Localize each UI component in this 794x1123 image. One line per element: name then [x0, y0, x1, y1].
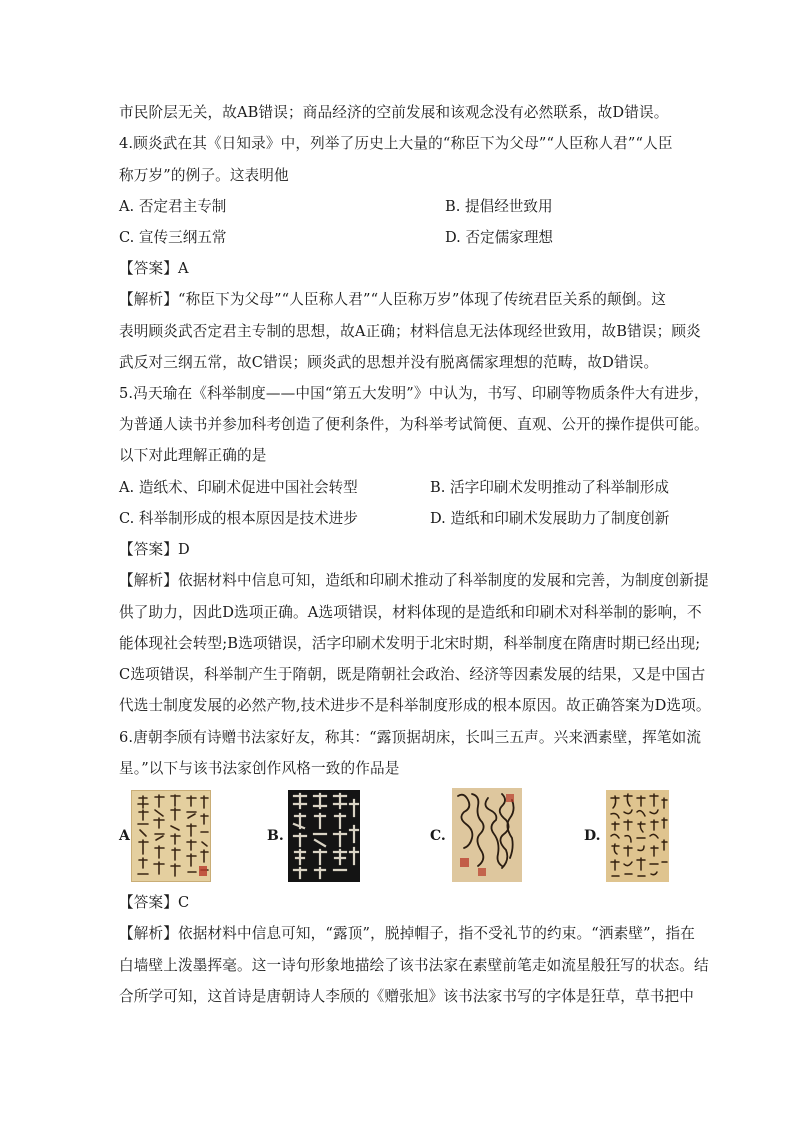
q5-option-d[interactable]: D. 造纸和印刷术发展助力了制度创新: [430, 510, 670, 527]
q6-image-label-b[interactable]: B.: [267, 828, 284, 844]
q4-option-a[interactable]: A. 否定君主专制: [119, 198, 227, 215]
q5-stem-line-3: 以下对此理解正确的是: [119, 447, 267, 464]
q6-analysis-line-3: 合所学可知，这首诗是唐朝诗人李颀的《赠张旭》该书法家书写的字体是狂草，草书把中: [119, 988, 695, 1005]
q5-option-b[interactable]: B. 活字印刷术发明推动了科举制形成: [430, 479, 669, 496]
q5-option-a[interactable]: A. 造纸术、印刷术促进中国社会转型: [119, 479, 358, 496]
q4-analysis-line-1: 【解析】“称臣下为父母”“人臣称人君”“人臣称万岁”体现了传统君臣关系的颠倒。这: [119, 291, 666, 308]
q5-answer: 【答案】D: [119, 541, 190, 558]
q4-option-b[interactable]: B. 提倡经世致用: [445, 198, 553, 215]
q4-stem-line-1: 4.顾炎武在其《日知录》中，列举了历史上大量的“称臣下为父母”“人臣称人君”“人臣: [119, 135, 673, 152]
q6-image-label-d[interactable]: D.: [584, 828, 601, 844]
q6-analysis-line-2: 白墙壁上泼墨挥毫。这一诗句形象地描绘了该书法家在素壁前笔走如流星般狂写的状态。结: [119, 957, 709, 974]
calligraphy-regular-script-icon[interactable]: [131, 790, 211, 882]
q6-image-label-a[interactable]: A: [119, 828, 130, 844]
q4-option-c[interactable]: C. 宣传三纲五常: [119, 229, 227, 246]
q4-analysis-line-3: 武反对三纲五常，故C错误；顾炎武的思想并没有脱离儒家理想的范畴，故D错误。: [119, 354, 659, 371]
q5-analysis-line-1: 【解析】依据材料中信息可知，造纸和印刷术推动了科举制度的发展和完善，为制度创新提: [119, 572, 709, 589]
calligraphy-running-script-icon[interactable]: [606, 790, 669, 882]
q5-stem-line-1: 5.冯天瑜在《科举制度——中国“第五大发明”》中认为，书写、印刷等物质条件大有进步，: [119, 385, 709, 402]
q6-image-label-c[interactable]: C.: [430, 828, 446, 844]
q5-analysis-line-4: C选项错误，科举制产生于隋朝，既是隋朝社会政治、经济等因素发展的结果，又是中国古: [119, 666, 706, 683]
prev-analysis-tail: 市民阶层无关，故AB错误；商品经济的空前发展和该观念没有必然联系，故D错误。: [119, 104, 669, 121]
q4-analysis-line-2: 表明顾炎武否定君主专制的思想，故A正确；材料信息无法体现经世致用，故B错误；顾炎: [119, 323, 701, 340]
q6-stem-line-1: 6.唐朝李颀有诗赠书法家好友，称其：“露顶据胡床，长叫三五声。兴来洒素壁，挥笔如流: [119, 729, 702, 746]
q4-answer: 【答案】A: [119, 260, 189, 277]
q5-option-c[interactable]: C. 科举制形成的根本原因是技术进步: [119, 510, 358, 527]
q4-option-d[interactable]: D. 否定儒家理想: [445, 229, 554, 246]
q6-analysis-line-1: 【解析】依据材料中信息可知，“露顶”，脱掉帽子，指不受礼节的约束。“洒素壁”，指在: [119, 925, 695, 942]
q6-stem-line-2: 星。”以下与该书法家创作风格一致的作品是: [119, 760, 400, 777]
q5-stem-line-2: 为普通人读书并参加科考创造了便利条件，为科举考试简便、直观、公开的操作提供可能。: [119, 416, 709, 433]
q5-analysis-line-5: 代选士制度发展的必然产物,技术进步不是科举制度形成的根本原因。故正确答案为D选项。: [119, 697, 711, 714]
q5-analysis-line-2: 供了助力，因此D选项正确。A选项错误，材料体现的是造纸和印刷术对科举制的影响，不: [119, 604, 702, 621]
calligraphy-wild-cursive-icon[interactable]: [452, 788, 522, 882]
q4-stem-line-2: 称万岁”的例子。这表明他: [119, 167, 289, 184]
q6-answer: 【答案】C: [119, 894, 190, 911]
q5-analysis-line-3: 能体现社会转型;B选项错误，活字印刷术发明于北宋时期，科举制度在隋唐时期已经出现;: [119, 635, 701, 652]
calligraphy-stele-rubbing-icon[interactable]: [288, 790, 360, 882]
